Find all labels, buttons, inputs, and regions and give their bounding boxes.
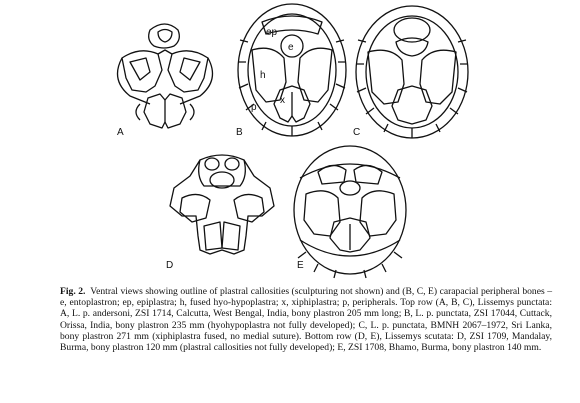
panel-label-e: E <box>297 260 304 271</box>
plastron-drawing-e <box>294 146 406 278</box>
panel-label-b: B <box>236 127 243 138</box>
label-x: x <box>280 95 285 106</box>
label-h: h <box>260 70 266 81</box>
label-e: e <box>288 42 294 53</box>
plastron-drawing-c <box>356 6 468 138</box>
panel-label-a: A <box>117 127 124 138</box>
figure-number: Fig. 2. <box>60 286 86 297</box>
figure-caption <box>60 286 552 353</box>
caption-text: Ventral views showing outline of plastral callosities (sculpturing not shown) and (B, C, E) carapacial peripheral bones – e, entoplastron; ep, epiplastra; h, fused hyo-hypoplastra; x, xiphiplastra; p, peripherals. Top row (A, B, C), Lissemys punctata: A, L. p. andersoni, ZSI 1714, Calcutta, West Bengal, India, bony plastron 205 mm long; B, L. p. punctata, ZSI 17044, Cuttack, Orissa, India, bony plastron 235 mm (hyohypoplastra not fully developed); C, L. p. punctata, BMNH 2067–1972, Sri Lanka, bony plastron 271 mm (xiphiplastra fused, no medial suture). Bottom row (D, E), Lissemys scutata: D, ZSI 1709, Mandalay, Burma, bony plastron 120 mm (plastral callosities not fully developed); E, ZSI 1708, Bhamo, Burma, bony plastron 140 mm. <box>60 286 552 354</box>
panel-label-c: C <box>353 127 361 138</box>
plastron-drawing-b <box>238 4 346 136</box>
label-ep: ep <box>266 27 278 38</box>
plastron-drawing-a <box>118 24 213 128</box>
plastron-drawing-d <box>170 155 274 254</box>
label-p: p <box>251 102 257 113</box>
panel-label-d: D <box>166 260 174 271</box>
